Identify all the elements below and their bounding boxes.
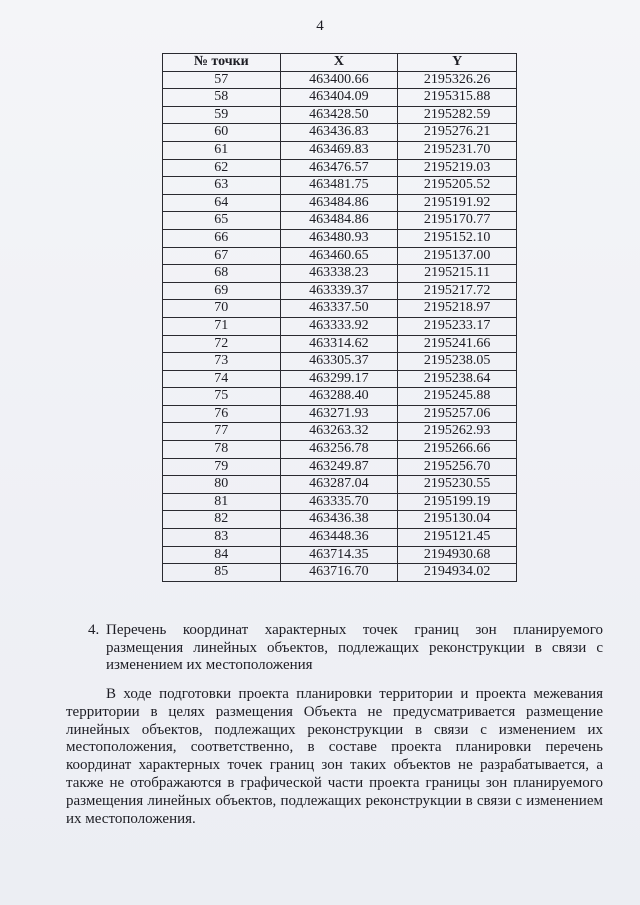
- table-row: [163, 388, 517, 406]
- cell-y: 2194934.02: [398, 564, 517, 582]
- cell-y: 2195191.92: [398, 194, 517, 212]
- cell-x: 463263.32: [280, 423, 398, 441]
- header-x: X: [280, 54, 398, 72]
- cell-point-number: 60: [163, 124, 281, 142]
- header-point-number: № точки: [163, 54, 281, 72]
- cell-point-number: 80: [163, 476, 281, 494]
- table-row: [163, 529, 517, 547]
- cell-x: 463314.62: [280, 335, 398, 353]
- cell-y: 2195238.64: [398, 370, 517, 388]
- cell-point-number: 84: [163, 546, 281, 564]
- cell-y: 2195121.45: [398, 529, 517, 547]
- cell-x: 463337.50: [280, 300, 398, 318]
- cell-x: 463469.83: [280, 141, 398, 159]
- table-row: [163, 229, 517, 247]
- cell-point-number: 72: [163, 335, 281, 353]
- cell-point-number: 77: [163, 423, 281, 441]
- cell-x: 463333.92: [280, 317, 398, 335]
- table-row: [163, 106, 517, 124]
- section-4: [88, 622, 603, 675]
- cell-x: 463256.78: [280, 441, 398, 459]
- table-row: [163, 177, 517, 195]
- cell-point-number: 73: [163, 353, 281, 371]
- cell-point-number: 70: [163, 300, 281, 318]
- cell-y: 2195238.05: [398, 353, 517, 371]
- table-row: [163, 317, 517, 335]
- table-row: [163, 159, 517, 177]
- cell-y: 2195215.11: [398, 265, 517, 283]
- cell-point-number: 66: [163, 229, 281, 247]
- cell-point-number: 85: [163, 564, 281, 582]
- cell-y: 2195231.70: [398, 141, 517, 159]
- cell-x: 463338.23: [280, 265, 398, 283]
- cell-y: 2195205.52: [398, 177, 517, 195]
- table-row: [163, 141, 517, 159]
- cell-x: 463436.83: [280, 124, 398, 142]
- cell-y: 2195137.00: [398, 247, 517, 265]
- table-row: [163, 212, 517, 230]
- cell-x: 463460.65: [280, 247, 398, 265]
- cell-y: 2195130.04: [398, 511, 517, 529]
- cell-y: 2195245.88: [398, 388, 517, 406]
- section-number: 4.: [88, 622, 100, 638]
- cell-x: 463400.66: [280, 71, 398, 89]
- table-row: [163, 353, 517, 371]
- table-row: [163, 265, 517, 283]
- cell-point-number: 81: [163, 493, 281, 511]
- cell-x: 463288.40: [280, 388, 398, 406]
- cell-point-number: 64: [163, 194, 281, 212]
- cell-point-number: 75: [163, 388, 281, 406]
- cell-y: 2195256.70: [398, 458, 517, 476]
- cell-y: 2195276.21: [398, 124, 517, 142]
- cell-point-number: 67: [163, 247, 281, 265]
- cell-y: 2195218.97: [398, 300, 517, 318]
- table-row: [163, 405, 517, 423]
- cell-point-number: 58: [163, 89, 281, 107]
- table-row: [163, 441, 517, 459]
- cell-point-number: 79: [163, 458, 281, 476]
- cell-x: 463428.50: [280, 106, 398, 124]
- cell-y: 2195217.72: [398, 282, 517, 300]
- page-number: 4: [316, 18, 324, 34]
- cell-x: 463271.93: [280, 405, 398, 423]
- table-row: [163, 546, 517, 564]
- cell-point-number: 74: [163, 370, 281, 388]
- table-row: [163, 476, 517, 494]
- cell-y: 2195233.17: [398, 317, 517, 335]
- cell-y: 2195262.93: [398, 423, 517, 441]
- table-row: [163, 493, 517, 511]
- table-row: [163, 511, 517, 529]
- cell-y: 2194930.68: [398, 546, 517, 564]
- coordinates-table: [162, 53, 517, 582]
- table-row: [163, 335, 517, 353]
- header-y: Y: [398, 54, 517, 72]
- cell-point-number: 61: [163, 141, 281, 159]
- table-row: [163, 458, 517, 476]
- cell-x: 463480.93: [280, 229, 398, 247]
- cell-point-number: 63: [163, 177, 281, 195]
- cell-point-number: 76: [163, 405, 281, 423]
- cell-point-number: 78: [163, 441, 281, 459]
- cell-y: 2195326.26: [398, 71, 517, 89]
- table-body: [163, 71, 517, 581]
- cell-x: 463714.35: [280, 546, 398, 564]
- cell-y: 2195315.88: [398, 89, 517, 107]
- cell-x: 463305.37: [280, 353, 398, 371]
- cell-point-number: 62: [163, 159, 281, 177]
- cell-x: 463287.04: [280, 476, 398, 494]
- cell-x: 463484.86: [280, 212, 398, 230]
- table-row: [163, 423, 517, 441]
- cell-x: 463339.37: [280, 282, 398, 300]
- cell-y: 2195219.03: [398, 159, 517, 177]
- cell-point-number: 65: [163, 212, 281, 230]
- cell-x: 463335.70: [280, 493, 398, 511]
- table-row: [163, 71, 517, 89]
- cell-point-number: 71: [163, 317, 281, 335]
- cell-y: 2195152.10: [398, 229, 517, 247]
- table-row: [163, 282, 517, 300]
- table-row: [163, 370, 517, 388]
- cell-y: 2195282.59: [398, 106, 517, 124]
- table-header-row: [163, 54, 517, 72]
- table-row: [163, 124, 517, 142]
- cell-point-number: 83: [163, 529, 281, 547]
- cell-y: 2195257.06: [398, 405, 517, 423]
- cell-x: 463299.17: [280, 370, 398, 388]
- cell-x: 463436.38: [280, 511, 398, 529]
- cell-y: 2195230.55: [398, 476, 517, 494]
- table-row: [163, 247, 517, 265]
- cell-point-number: 68: [163, 265, 281, 283]
- cell-x: 463249.87: [280, 458, 398, 476]
- cell-y: 2195170.77: [398, 212, 517, 230]
- table-row: [163, 300, 517, 318]
- cell-y: 2195199.19: [398, 493, 517, 511]
- table-row: [163, 564, 517, 582]
- cell-x: 463404.09: [280, 89, 398, 107]
- section-heading: Перечень координат характерных точек границ зон планируемого размещения линейных объектов, подлежащих реконструкции в связи с изменением их местоположения: [106, 622, 603, 673]
- cell-x: 463448.36: [280, 529, 398, 547]
- cell-x: 463484.86: [280, 194, 398, 212]
- cell-y: 2195241.66: [398, 335, 517, 353]
- cell-y: 2195266.66: [398, 441, 517, 459]
- table-row: [163, 194, 517, 212]
- cell-x: 463481.75: [280, 177, 398, 195]
- cell-x: 463716.70: [280, 564, 398, 582]
- cell-x: 463476.57: [280, 159, 398, 177]
- cell-point-number: 59: [163, 106, 281, 124]
- cell-point-number: 69: [163, 282, 281, 300]
- body-paragraph: В ходе подготовки проекта планировки территории и проекта межевания территории в целях размещения Объекта не предусматривается размещение линейных объектов, подлежащих реконструкции в связи с изменением их местоположения, соответственно, в составе проекта планировки перечень координат характерных точек границ зон таких объектов не разрабатывается, а также не отображаются в графической части проекта границы зон планируемого размещения линейных объектов, подлежащих реконструкции в связи с изменением их местоположения.: [66, 686, 603, 827]
- cell-point-number: 82: [163, 511, 281, 529]
- table-row: [163, 89, 517, 107]
- cell-point-number: 57: [163, 71, 281, 89]
